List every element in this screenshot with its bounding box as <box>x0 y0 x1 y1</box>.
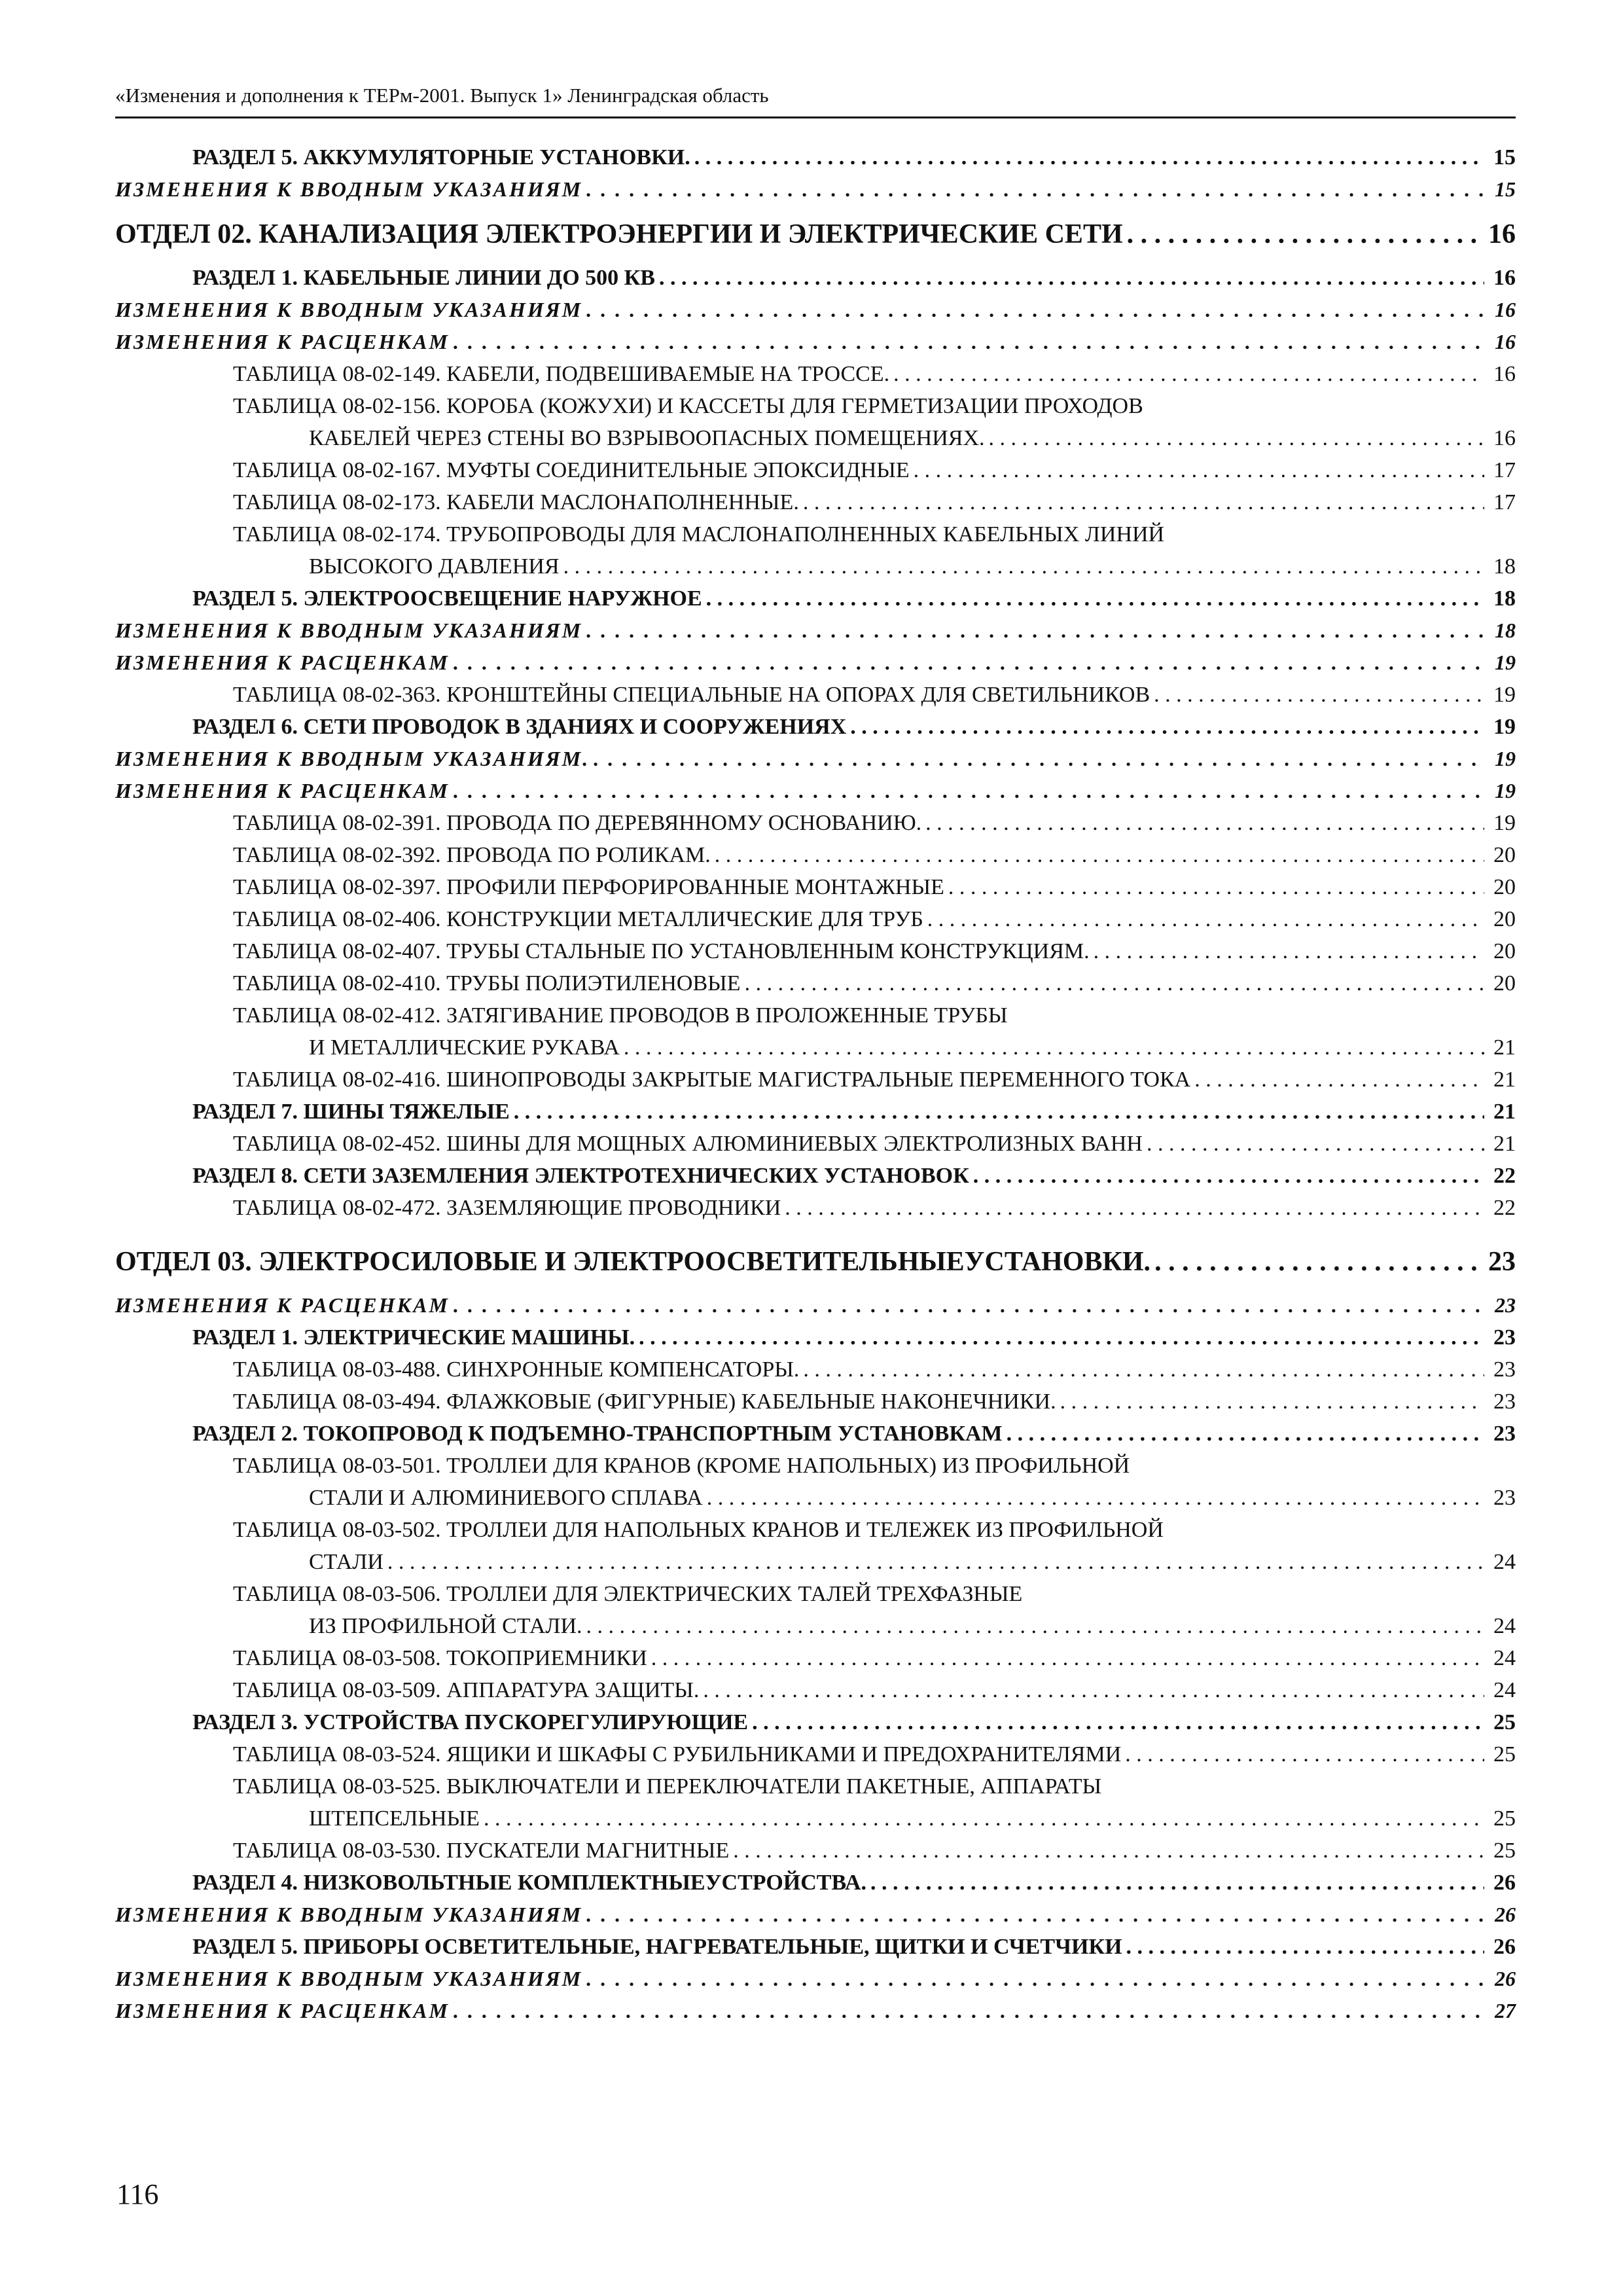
dot-leader <box>1056 1386 1484 1418</box>
toc-entry[interactable] <box>115 1386 1516 1418</box>
toc-entry-page: 23 <box>1493 1325 1516 1350</box>
toc-entry-page: 16 <box>1493 426 1516 450</box>
dot-leader <box>923 903 1484 935</box>
toc-entry[interactable] <box>115 1064 1516 1096</box>
toc-entry-title: ТАБЛИЦА 08-02-406. КОНСТРУКЦИИ МЕТАЛЛИЧЕСКИЕ ДЛЯ ТРУБ <box>233 907 923 931</box>
toc-entry-title: РАЗДЕЛ 2. ТОКОПРОВОД К ПОДЪЕМНО-ТРАНСПОРТНЫМ УСТАНОВКАМ <box>192 1422 1003 1446</box>
toc-entry-title: ИЗМЕНЕНИЯ К ВВОДНЫМ УКАЗАНИЯМ. <box>115 747 590 770</box>
toc-entry-title: ИЗ ПРОФИЛЬНОЙ СТАЛИ. <box>309 1614 582 1638</box>
dot-leader <box>711 839 1484 871</box>
toc-entry-title: ИЗМЕНЕНИЯ К РАСЦЕНКАМ <box>115 1999 450 2022</box>
toc-entry-page: 21 <box>1493 1035 1516 1060</box>
dot-leader <box>560 550 1484 583</box>
toc-entry[interactable] <box>115 262 1516 294</box>
dot-leader <box>1121 1738 1484 1770</box>
toc-entry-page: 19 <box>1493 811 1516 835</box>
toc-entry-title: ТАБЛИЦА 08-02-472. ЗАЗЕМЛЯЮЩИЕ ПРОВОДНИКИ <box>233 1196 781 1220</box>
toc-entry-title-line1[interactable]: ТАБЛИЦА 08-03-525. ВЫКЛЮЧАТЕЛИ И ПЕРЕКЛЮЧАТЕЛИ ПАКЕТНЫЕ, АППАРАТЫ <box>233 1774 1102 1799</box>
toc-entry-title: ИЗМЕНЕНИЯ К РАСЦЕНКАМ <box>115 330 450 353</box>
toc-entry[interactable] <box>115 775 1516 807</box>
toc-entry-title: ТАБЛИЦА 08-02-397. ПРОФИЛИ ПЕРФОРИРОВАННЫЕ МОНТАЖНЫЕ <box>233 875 944 899</box>
toc-entry-page: 25 <box>1493 1742 1516 1767</box>
dot-leader <box>383 1546 1484 1578</box>
toc-entry-page: 19 <box>1495 651 1516 674</box>
toc-entry[interactable] <box>115 486 1516 518</box>
toc-entry-title: ТАБЛИЦА 08-02-416. ШИНОПРОВОДЫ ЗАКРЫТЫЕ МАГИСТРАЛЬНЫЕ ПЕРЕМЕННОГО ТОКА <box>233 1067 1191 1092</box>
toc-entry[interactable] <box>115 213 1516 255</box>
toc-entry-page: 23 <box>1493 1486 1516 1510</box>
toc-entry-page: 24 <box>1493 1678 1516 1702</box>
toc-entry[interactable] <box>115 743 1516 775</box>
toc-entry-title: ОТДЕЛ 03. ЭЛЕКТРОСИЛОВЫЕ И ЭЛЕКТРООСВЕТИТЕЛЬНЫЕУСТАНОВКИ. <box>115 1247 1151 1277</box>
dot-leader <box>450 647 1484 679</box>
toc-entry[interactable] <box>115 1482 1516 1514</box>
toc-entry-page: 25 <box>1493 1839 1516 1863</box>
toc-entry[interactable] <box>115 615 1516 647</box>
toc-entry[interactable] <box>115 1674 1516 1706</box>
toc-entry[interactable] <box>115 1931 1516 1963</box>
toc-entry-page: 23 <box>1495 1293 1516 1317</box>
dot-leader <box>866 1867 1484 1899</box>
toc-entry-page: 26 <box>1495 1903 1516 1926</box>
toc-entry-title: ТАБЛИЦА 08-02-452. ШИНЫ ДЛЯ МОЩНЫХ АЛЮМИНИЕВЫХ ЭЛЕКТРОЛИЗНЫХ ВАНН <box>233 1132 1143 1156</box>
toc-entry[interactable] <box>115 1738 1516 1770</box>
toc-entry-page: 20 <box>1493 939 1516 963</box>
toc-entry[interactable] <box>115 358 1516 390</box>
dot-leader <box>781 1192 1484 1224</box>
toc-entry-page: 18 <box>1495 619 1516 642</box>
toc-entry[interactable] <box>115 711 1516 743</box>
toc-entry-title: РАЗДЕЛ 5. ПРИБОРЫ ОСВЕТИТЕЛЬНЫЕ, НАГРЕВАТЕЛЬНЫЕ, ЩИТКИ И СЧЕТЧИКИ <box>192 1935 1122 1959</box>
toc-entry[interactable] <box>115 1867 1516 1899</box>
toc-entry-title-line1[interactable]: ТАБЛИЦА 08-03-501. ТРОЛЛЕИ ДЛЯ КРАНОВ (КРОМЕ НАПОЛЬНЫХ) ИЗ ПРОФИЛЬНОЙ <box>233 1454 1130 1478</box>
dot-leader <box>1003 1418 1484 1450</box>
toc-entry[interactable] <box>115 967 1516 999</box>
toc-entry[interactable] <box>115 1995 1516 2027</box>
toc-entry-page: 22 <box>1493 1164 1516 1188</box>
dot-leader <box>635 1321 1484 1354</box>
toc-entry-page: 20 <box>1493 971 1516 996</box>
toc-entry[interactable] <box>115 550 1516 583</box>
toc-entry-title: ОТДЕЛ 02. КАНАЛИЗАЦИЯ ЭЛЕКТРОЭНЕРГИИ И ЭЛЕКТРИЧЕСКИЕ СЕТИ <box>115 219 1123 249</box>
table-of-contents <box>115 141 1516 2027</box>
toc-entry-title-line1[interactable]: ТАБЛИЦА 08-03-502. ТРОЛЛЕИ ДЛЯ НАПОЛЬНЫХ КРАНОВ И ТЕЛЕЖЕК ИЗ ПРОФИЛЬНОЙ <box>233 1518 1164 1542</box>
toc-entry[interactable] <box>115 1241 1516 1283</box>
dot-leader <box>921 807 1484 839</box>
dot-leader <box>985 422 1484 454</box>
dot-leader <box>1143 1128 1484 1160</box>
toc-entry[interactable] <box>115 679 1516 711</box>
toc-entry-page: 22 <box>1493 1196 1516 1220</box>
toc-entry-title-line1[interactable]: ТАБЛИЦА 08-02-156. КОРОБА (КОЖУХИ) И КАССЕТЫ ДЛЯ ГЕРМЕТИЗАЦИИ ПРОХОДОВ <box>233 394 1143 418</box>
running-header: «Изменения и дополнения к ТЕРм-2001. Выпуск 1» Ленинградская область <box>115 82 1516 118</box>
toc-entry-title: ТАБЛИЦА 08-02-407. ТРУБЫ СТАЛЬНЫЕ ПО УСТАНОВЛЕННЫМ КОНСТРУКЦИЯМ. <box>233 939 1090 963</box>
toc-entry[interactable] <box>115 1096 1516 1128</box>
dot-leader <box>480 1803 1484 1835</box>
toc-entry-page: 24 <box>1493 1614 1516 1638</box>
toc-entry-page: 19 <box>1493 715 1516 739</box>
toc-entry[interactable] <box>115 935 1516 967</box>
toc-entry[interactable] <box>115 1835 1516 1867</box>
toc-entry-title: ИЗМЕНЕНИЯ К ВВОДНЫМ УКАЗАНИЯМ <box>115 1903 583 1926</box>
toc-entry-title: ТАБЛИЦА 08-03-530. ПУСКАТЕЛИ МАГНИТНЫЕ <box>233 1839 730 1863</box>
toc-entry[interactable] <box>115 1321 1516 1354</box>
toc-entry[interactable] <box>115 839 1516 871</box>
toc-entry-title-line1[interactable]: ТАБЛИЦА 08-02-412. ЗАТЯГИВАНИЕ ПРОВОДОВ В ПРОЛОЖЕННЫЕ ТРУБЫ <box>233 1003 1008 1028</box>
toc-entry-page: 16 <box>1488 219 1516 249</box>
toc-entry[interactable] <box>115 583 1516 615</box>
toc-entry-page: 18 <box>1493 586 1516 611</box>
dot-leader <box>582 1899 1484 1931</box>
toc-entry-title: ТАБЛИЦА 08-03-509. АППАРАТУРА ЗАЩИТЫ. <box>233 1678 700 1702</box>
toc-entry-title: РАЗДЕЛ 5. АККУМУЛЯТОРНЫЕ УСТАНОВКИ. <box>192 145 690 170</box>
toc-entry-title: ИЗМЕНЕНИЯ К РАСЦЕНКАМ <box>115 779 450 802</box>
toc-entry-title: РАЗДЕЛ 3. УСТРОЙСТВА ПУСКОРЕГУЛИРУЮЩИЕ <box>192 1710 749 1734</box>
toc-entry-title: ТАБЛИЦА 08-02-391. ПРОВОДА ПО ДЕРЕВЯННОМУ ОСНОВАНИЮ. <box>233 811 922 835</box>
toc-entry-title: ТАБЛИЦА 08-03-488. СИНХРОННЫЕ КОМПЕНСАТОРЫ. <box>233 1357 800 1382</box>
dot-leader <box>582 173 1484 206</box>
toc-entry-page: 19 <box>1495 747 1516 770</box>
toc-entry[interactable] <box>115 1963 1516 1995</box>
toc-entry[interactable] <box>115 647 1516 679</box>
toc-entry[interactable] <box>115 1706 1516 1738</box>
dot-leader <box>1090 935 1484 967</box>
toc-entry-page: 25 <box>1493 1710 1516 1734</box>
toc-entry-title: ИЗМЕНЕНИЯ К РАСЦЕНКАМ <box>115 1293 450 1317</box>
dot-leader <box>1150 679 1484 711</box>
toc-entry-page: 16 <box>1493 266 1516 290</box>
dot-leader <box>450 326 1484 358</box>
toc-entry[interactable] <box>115 422 1516 454</box>
toc-entry-page: 21 <box>1493 1132 1516 1156</box>
dot-leader <box>703 1482 1484 1514</box>
toc-entry-page: 17 <box>1493 490 1516 514</box>
toc-entry-page: 26 <box>1493 1871 1516 1895</box>
dot-leader <box>582 294 1484 326</box>
toc-entry[interactable] <box>115 294 1516 326</box>
toc-entry-page: 18 <box>1493 554 1516 579</box>
toc-entry-title: ТАБЛИЦА 08-03-508. ТОКОПРИЕМНИКИ <box>233 1646 647 1670</box>
toc-entry-title-line1[interactable]: ТАБЛИЦА 08-03-506. ТРОЛЛЕИ ДЛЯ ЭЛЕКТРИЧЕСКИХ ТАЛЕЙ ТРЕХФАЗНЫЕ <box>233 1582 1023 1606</box>
dot-leader <box>889 358 1484 390</box>
dot-leader <box>944 871 1484 903</box>
dot-leader <box>510 1096 1484 1128</box>
toc-entry-page: 16 <box>1495 298 1516 321</box>
dot-leader <box>799 1354 1484 1386</box>
toc-entry-title-line1[interactable]: ТАБЛИЦА 08-02-174. ТРУБОПРОВОДЫ ДЛЯ МАСЛОНАПОЛНЕННЫХ КАБЕЛЬНЫХ ЛИНИЙ <box>233 522 1165 547</box>
toc-entry-title: РАЗДЕЛ 4. НИЗКОВОЛЬТНЫЕ КОМПЛЕКТНЫЕУСТРОЙСТВА. <box>192 1871 867 1895</box>
dot-leader <box>910 454 1484 486</box>
dot-leader <box>582 1963 1484 1995</box>
dot-leader <box>699 1674 1484 1706</box>
toc-entry-page: 16 <box>1493 362 1516 386</box>
toc-entry-page: 25 <box>1493 1806 1516 1831</box>
toc-entry-title: РАЗДЕЛ 7. ШИНЫ ТЯЖЕЛЫЕ <box>192 1100 510 1124</box>
dot-leader <box>1123 213 1483 255</box>
toc-entry-page: 17 <box>1493 458 1516 482</box>
toc-entry-page: 24 <box>1493 1550 1516 1574</box>
toc-entry-title: ИЗМЕНЕНИЯ К ВВОДНЫМ УКАЗАНИЯМ <box>115 1967 583 1990</box>
toc-entry[interactable] <box>115 1803 1516 1835</box>
toc-entry-page: 23 <box>1493 1422 1516 1446</box>
toc-entry[interactable] <box>115 1610 1516 1642</box>
dot-leader <box>1122 1931 1484 1963</box>
toc-entry[interactable] <box>115 1546 1516 1578</box>
dot-leader <box>799 486 1484 518</box>
dot-leader <box>590 743 1484 775</box>
toc-entry-title: ШТЕПСЕЛЬНЫЕ <box>309 1806 480 1831</box>
dot-leader <box>741 967 1484 999</box>
toc-entry-title: ТАБЛИЦА 08-02-363. КРОНШТЕЙНЫ СПЕЦИАЛЬНЫЕ НА ОПОРАХ ДЛЯ СВЕТИЛЬНИКОВ <box>233 683 1150 707</box>
dot-leader <box>655 262 1484 294</box>
toc-entry-page: 23 <box>1488 1247 1516 1277</box>
toc-entry-title: СТАЛИ И АЛЮМИНИЕВОГО СПЛАВА <box>309 1486 703 1510</box>
toc-entry[interactable] <box>115 454 1516 486</box>
toc-entry-title: И МЕТАЛЛИЧЕСКИЕ РУКАВА <box>309 1035 620 1060</box>
toc-entry-title: ТАБЛИЦА 08-02-392. ПРОВОДА ПО РОЛИКАМ. <box>233 843 711 867</box>
toc-entry[interactable] <box>115 173 1516 206</box>
dot-leader <box>450 775 1484 807</box>
dot-leader <box>1150 1241 1483 1283</box>
toc-entry-page: 19 <box>1493 683 1516 707</box>
toc-entry[interactable] <box>115 1128 1516 1160</box>
dot-leader <box>1190 1064 1484 1096</box>
toc-entry-title: ТАБЛИЦА 08-02-149. КАБЕЛИ, ПОДВЕШИВАЕМЫЕ НА ТРОССЕ. <box>233 362 890 386</box>
toc-entry[interactable] <box>115 871 1516 903</box>
toc-entry-page: 20 <box>1493 907 1516 931</box>
toc-entry-title: РАЗДЕЛ 8. СЕТИ ЗАЗЕМЛЕНИЯ ЭЛЕКТРОТЕХНИЧЕСКИХ УСТАНОВОК <box>192 1164 969 1188</box>
toc-entry-title: РАЗДЕЛ 1. ЭЛЕКТРИЧЕСКИЕ МАШИНЫ. <box>192 1325 635 1350</box>
toc-entry-page: 26 <box>1493 1935 1516 1959</box>
toc-entry[interactable] <box>115 1031 1516 1064</box>
toc-entry[interactable] <box>115 326 1516 358</box>
dot-leader <box>450 1289 1484 1321</box>
toc-entry-title: КАБЕЛЕЙ ЧЕРЕЗ СТЕНЫ ВО ВЗРЫВООПАСНЫХ ПОМЕЩЕНИЯХ. <box>309 426 985 450</box>
dot-leader <box>729 1835 1484 1867</box>
toc-entry-title: РАЗДЕЛ 5. ЭЛЕКТРООСВЕЩЕНИЕ НАРУЖНОЕ <box>192 586 702 611</box>
toc-entry-page: 21 <box>1493 1067 1516 1092</box>
toc-entry-page: 16 <box>1495 330 1516 353</box>
toc-entry[interactable] <box>115 1418 1516 1450</box>
toc-entry-page: 23 <box>1493 1357 1516 1382</box>
toc-entry-title: ВЫСОКОГО ДАВЛЕНИЯ <box>309 554 560 579</box>
toc-entry-title: ТАБЛИЦА 08-02-167. МУФТЫ СОЕДИНИТЕЛЬНЫЕ ЭПОКСИДНЫЕ <box>233 458 910 482</box>
toc-entry-title: ТАБЛИЦА 08-03-494. ФЛАЖКОВЫЕ (ФИГУРНЫЕ) КАБЕЛЬНЫЕ НАКОНЕЧНИКИ. <box>233 1390 1056 1414</box>
dot-leader <box>702 583 1484 615</box>
toc-entry-page: 21 <box>1493 1100 1516 1124</box>
dot-leader <box>647 1642 1484 1674</box>
toc-entry[interactable] <box>115 807 1516 839</box>
toc-entry-page: 20 <box>1493 875 1516 899</box>
toc-entry-page: 27 <box>1495 1999 1516 2022</box>
page-number: 116 <box>116 2178 159 2210</box>
toc-entry-title: ИЗМЕНЕНИЯ К ВВОДНЫМ УКАЗАНИЯМ <box>115 619 583 642</box>
dot-leader <box>582 1610 1484 1642</box>
toc-entry[interactable] <box>115 141 1516 173</box>
toc-entry-page: 20 <box>1493 843 1516 867</box>
dot-leader <box>450 1995 1484 2027</box>
dot-leader <box>969 1160 1484 1192</box>
toc-entry-page: 15 <box>1495 177 1516 201</box>
toc-entry-title: ТАБЛИЦА 08-02-410. ТРУБЫ ПОЛИЭТИЛЕНОВЫЕ <box>233 971 741 996</box>
toc-entry[interactable] <box>115 1289 1516 1321</box>
toc-entry[interactable] <box>115 1642 1516 1674</box>
dot-leader <box>620 1031 1484 1064</box>
toc-entry-title: РАЗДЕЛ 6. СЕТИ ПРОВОДОК В ЗДАНИЯХ И СООРУЖЕНИЯХ <box>192 715 847 739</box>
dot-leader <box>846 711 1484 743</box>
toc-entry-title: ИЗМЕНЕНИЯ К ВВОДНЫМ УКАЗАНИЯМ <box>115 177 583 201</box>
toc-entry-title: ТАБЛИЦА 08-02-173. КАБЕЛИ МАСЛОНАПОЛНЕННЫЕ. <box>233 490 799 514</box>
toc-entry-page: 15 <box>1493 145 1516 170</box>
toc-entry[interactable] <box>115 1192 1516 1224</box>
toc-entry-page: 24 <box>1493 1646 1516 1670</box>
toc-entry-title: ИЗМЕНЕНИЯ К РАСЦЕНКАМ <box>115 651 450 674</box>
toc-entry-page: 26 <box>1495 1967 1516 1990</box>
dot-leader <box>582 615 1484 647</box>
toc-entry[interactable] <box>115 903 1516 935</box>
toc-entry-page: 23 <box>1493 1390 1516 1414</box>
toc-entry[interactable] <box>115 1160 1516 1192</box>
toc-entry-title: ИЗМЕНЕНИЯ К ВВОДНЫМ УКАЗАНИЯМ <box>115 298 583 321</box>
toc-entry-title: РАЗДЕЛ 1. КАБЕЛЬНЫЕ ЛИНИИ ДО 500 КВ <box>192 266 655 290</box>
toc-entry-page: 19 <box>1495 779 1516 802</box>
toc-entry[interactable] <box>115 1354 1516 1386</box>
dot-leader <box>748 1706 1484 1738</box>
dot-leader <box>690 141 1484 173</box>
toc-entry-title: СТАЛИ <box>309 1550 383 1574</box>
toc-entry-title: ТАБЛИЦА 08-03-524. ЯЩИКИ И ШКАФЫ С РУБИЛЬНИКАМИ И ПРЕДОХРАНИТЕЛЯМИ <box>233 1742 1122 1767</box>
toc-entry[interactable] <box>115 1899 1516 1931</box>
